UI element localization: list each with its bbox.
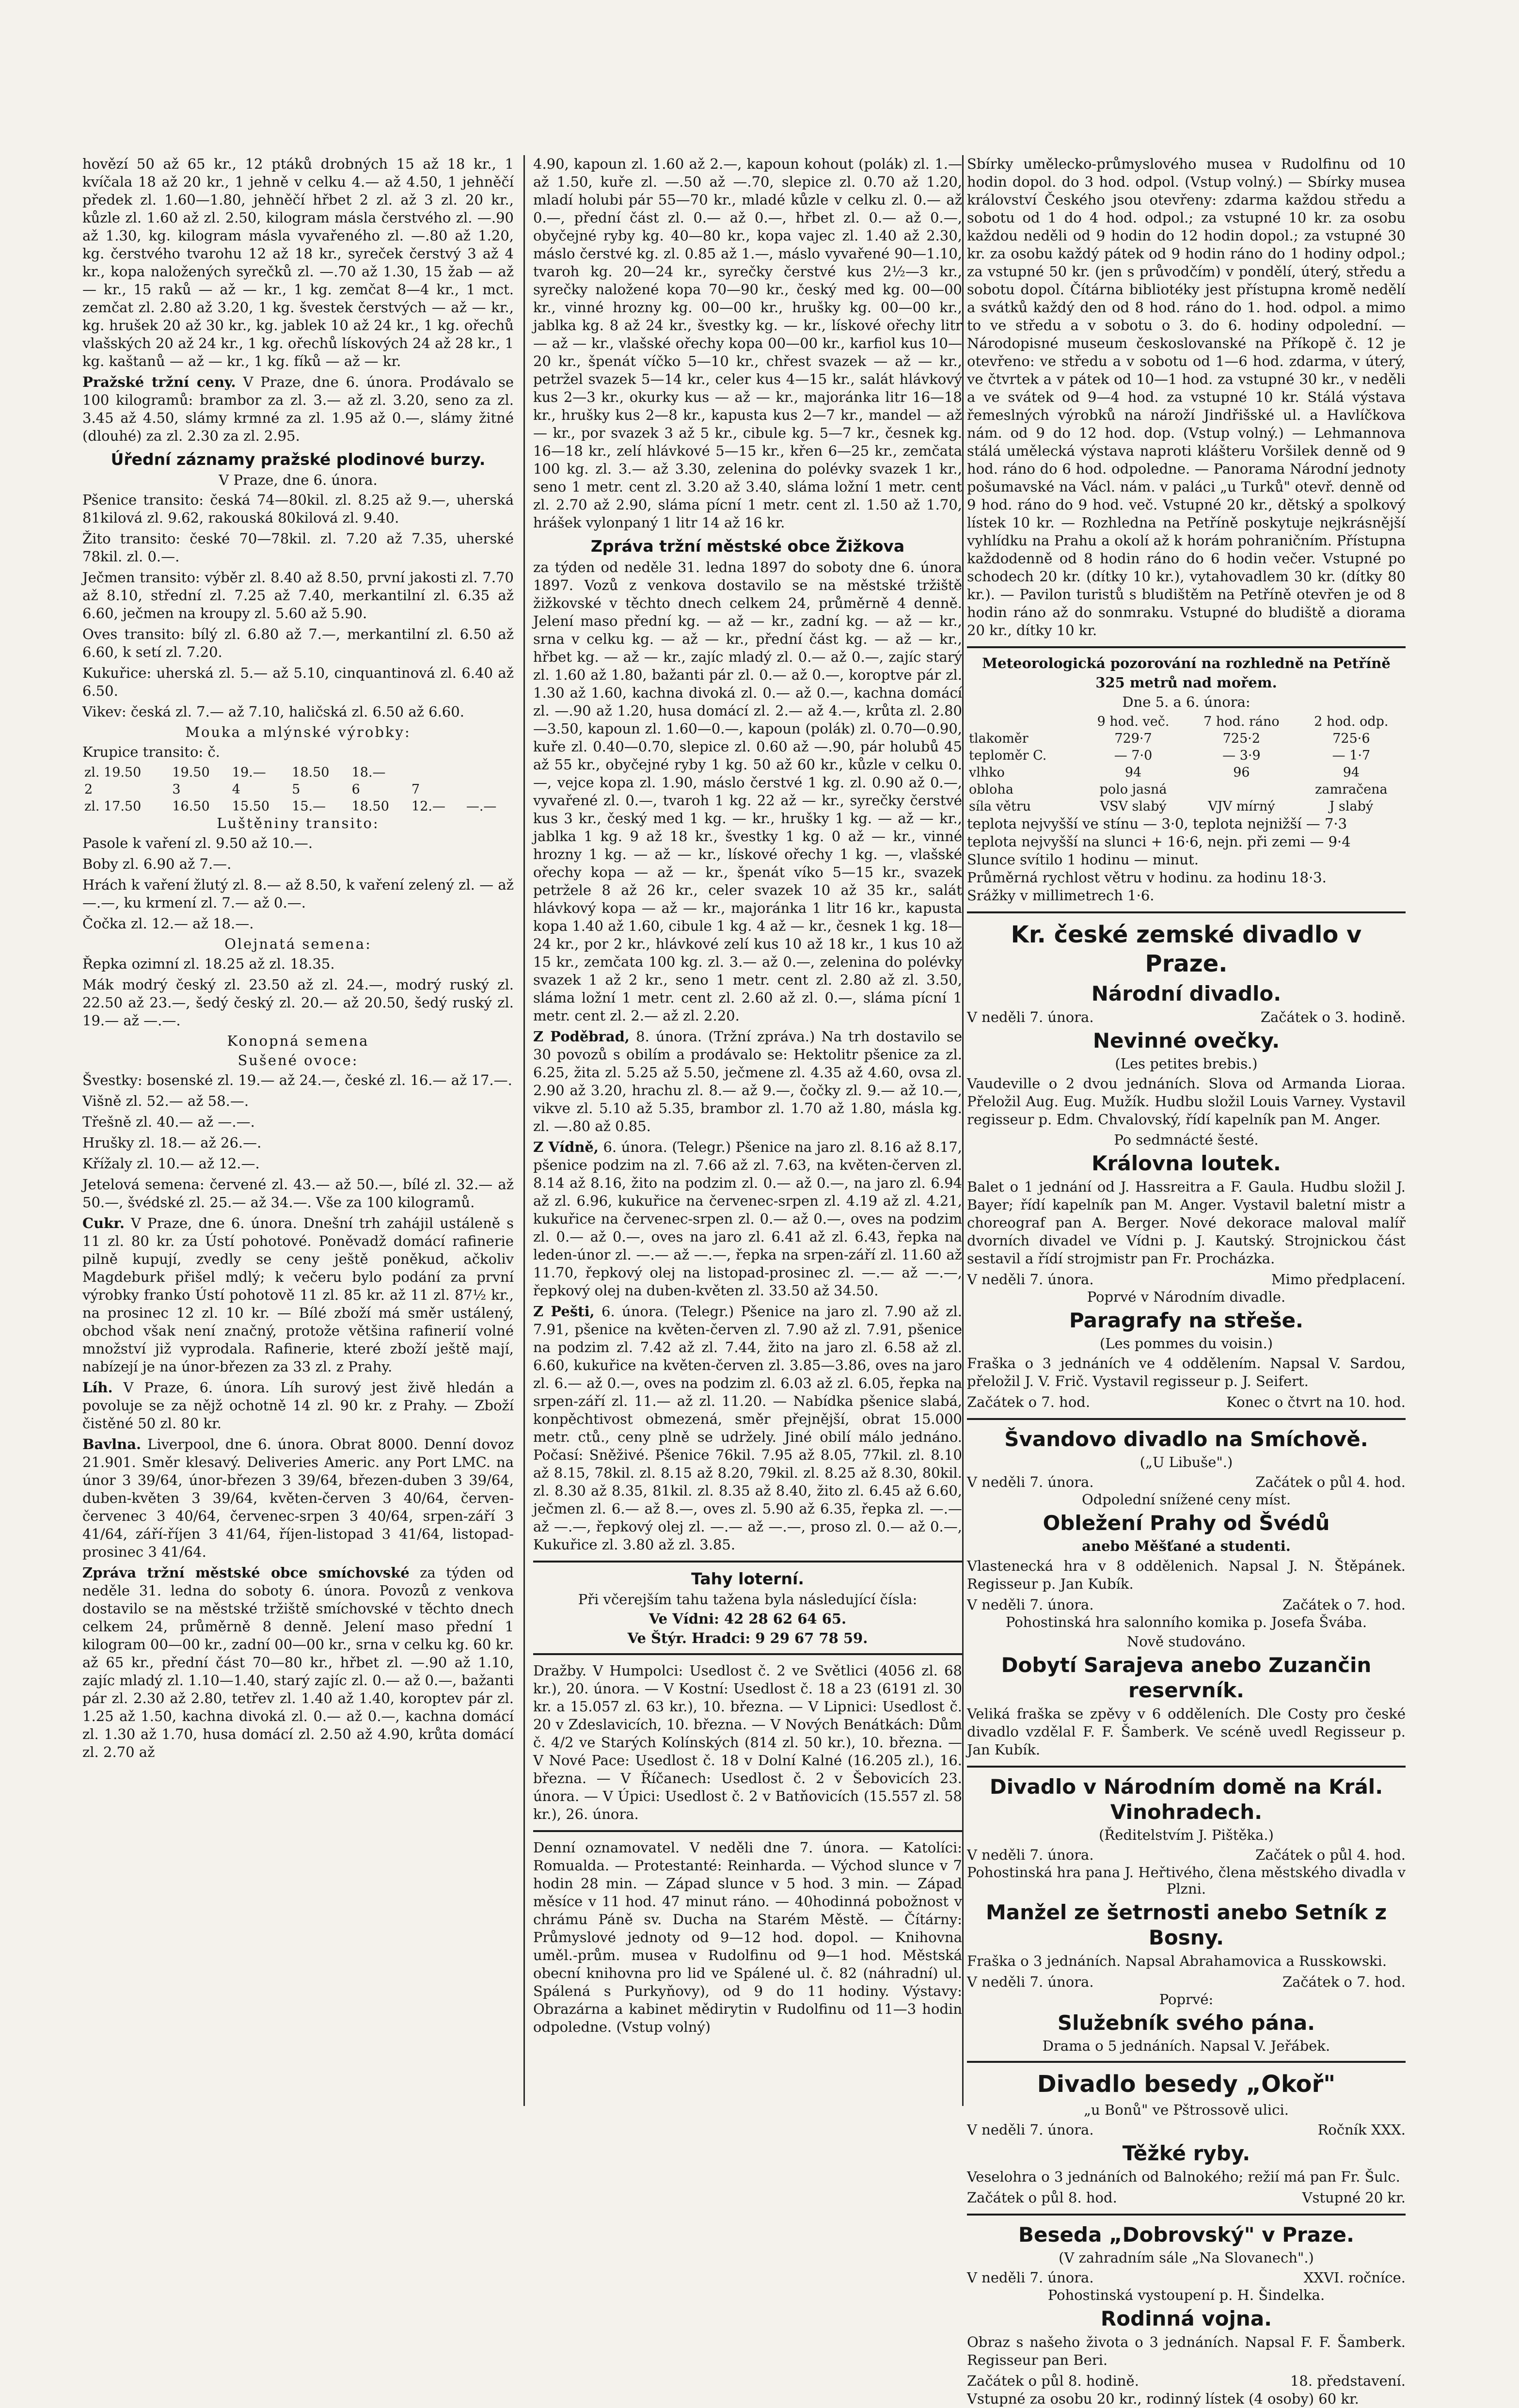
paragraph: 6. února. (Telegr.) Pšenice na jaro zl. 7.90 až zl. 7.91, pšenice na květen-červen zl. 7.90 až zl. 7.91, pšenice na podzim zl. 7.42 až zl. 7.44, žito na jaro zl. 6.58 až zl. 6.60, kukuřice na květen-červen zl. 3.85—3.86, oves na jaro zl. 6.— až 0.—, oves na podzim zl. 6.03 až zl. 6.05, řepka na srpen-září zl. 11.— až zl. 11.20. — Nabídka pšenice slabá, konpěchtivost obmezená, směr přejnější, obrat 15.000 metr. ctů., ceny plně se udržely. Jiné obilí málo jednáno. Počasí: Sněživé. Pšenice 76kil. 7.95 až 8.05, 77kil. zl. 8.10 až 8.15, 78kil. zl. 8.15 až 8.20, 79kil. zl. 8.25 až 8.30, 80kil. zl. 8.30 až 8.35, 81kil. zl. 8.35 až 8.40, žito zl. 6.45 až 6.60, ječmen zl. 6.— až 8.—, oves zl. 5.90 až 6.35, řepka zl. —.— až —.—, řepkový olej zl. —.— až —.—, proso zl. 0.— až 0.—, Kukuřice zl. 3.80 až zl. 3.85. [533,1303,962,1553]
table-cell: J slabý [1329,799,1374,814]
paragraph: Křížaly zl. 10.— až 12.—. [82,1155,260,1172]
market-prices-text: hovězí 50 až 65 kr., 12 ptáků drobných 15 až 18 kr., 1 kvíčala 18 až 20 kr., 1 jehně v celku 4.— až 4.50, 1 jehněčí předek zl. 1.60—1.80, jehněčí hřbet 2 zl. až 3 zl. 20 kr., kůzle zl. 1.60 až zl. 2.50, kilogram másla čerstvého zl. —.90 až 1.30, kg. kilogram másla vyvařeného zl. —.80 až 1.20, kg. čerstvého tvarohu 12 až 18 kr., syreček čerstvý 3 až 4 kr., kopa naložených syrečků zl. —.70 až 1.30, 15 žab — až — kr., 15 raků — až — kr., 1 kg. zemčat 8—4 kr., 1 mct. zemčat zl. 2.80 až 3.20, 1 kg. švestek čerstvých — až — kr., kg. hrušek 20 až 30 kr., kg. jablek 10 až 24 kr., 1 kg. ořechů vlašských 20 až 24 kr., 1 kg. ořechů lískových 24 až 28 kr., 1 kg. kaštanů — až — kr., 1 kg. fíků — až — kr. [82,156,514,369]
table-cell: VSV slabý [1100,799,1167,814]
paragraph: V Praze, dne 6. února. Prodávalo se 100 kilogramů: brambor za zl. 3.— až zl. 3.20, seno za zl. 3.45 až 4.50, slámy krmné za zl. 1.95 až 0.—, slámy žitné (dlouhé) za zl. 2.30 za zl. 2.95. [82,374,514,444]
spirit-report [82,1379,514,1433]
table-cell: 5 [292,782,301,797]
date-row [967,1596,1406,1614]
meteo-table [967,713,1406,815]
column-3 [967,155,1406,2407]
vienna-report [533,1138,962,1300]
paragraph: 6. února. (Telegr.) Pšenice na jaro zl. 8.16 až 8.17, pšenice podzim na zl. 7.66 až zl. 7.63, na květen-červen zl. 8.14 až 8.16, žito na podzim zl. 0.— až 0.—, na jaro zl. 6.94 až zl. 6.96, kukuřice na červenec-srpen zl. 4.19 až zl. 4.21, kukuřice na červenec-srpen zl. 0.— až 0.—, oves na podzim zl. 0.— až 0.—, oves na jaro zl. 6.41 až zl. 6.43, řepka na leden-únor zl. —.— až —.—, řepka na srpen-září zl. 11.60 až 11.70, řepkový olej na listopad-prosinec zl. —.— až —.—, řepkový olej na duben-květen zl. 33.50 až 34.50. [533,1139,963,1299]
divider [533,1830,962,1832]
theatre-subtitle: „u Bonů" ve Pštrossově ulici. [1084,2102,1289,2118]
section-heading: Tahy loterní. [691,1569,804,1588]
table-header: 2 hod. odp. [1314,714,1389,729]
heading: Pražské tržní ceny. [82,374,236,390]
date: V neděli 7. února. [967,1847,1094,1863]
paragraph: za týden od neděle 31. ledna do soboty 6. února. Povozů z venkova dostavilo se na městské tržiště smíchovské v těchto dnech celkem 24, průměrně 8 denně. Jelení maso přední 1 kilogram 00—00 kr., zadní 00—00 kr., srna v celku kg. 60 kr. až 65 kr., přední část 70—80 kr., hřbet zl. —.90 až 1.10, zajíc mladý zl. 1.10—1.40, starý zajíc zl. 0.— až 0.—, bažanti pár zl. 2.30 až 2.80, tetřev zl. 1.40 až 1.40, koroptev pár zl. 1.25 až 1.50, kachna divoká zl. 0.— až 0.—, kachna domácí zl. 1.30 až 1.70, husa domácí zl. 2.50 až 4.90, krůta domácí zl. 2.70 až [82,1564,514,1760]
table-cell: 94 [1343,765,1360,780]
play-title: Rodinná vojna. [1100,2307,1272,2330]
pest-report [533,1303,962,1554]
cotton-report [82,1435,514,1561]
price: Vstupné 20 kr. [1302,2189,1406,2206]
play-description: Vaudeville o 2 dvou jednáních. Slova od Armanda Lioraa. Přeložil Aug. Eug. Mužík. Hudbu složil Louis Varney. Vystavil regisseur p. Edm. Chvalovský, řídí kapelník pan M. Anger. [967,1075,1406,1128]
date-row [967,1008,1406,1026]
play-subtitle: anebo Měšťané a studenti. [1082,1538,1291,1554]
start-time: Začátek o 7. hod. [967,1394,1091,1410]
paragraph: Kukuřice: uherská zl. 5.— až 5.10, cinquantinová zl. 6.40 až 6.50. [82,665,514,699]
note: Pohostinská vystoupení p. H. Šindelka. [1047,2287,1325,2303]
table-cell: 7 [411,782,420,797]
play-description: Fraška o 3 jednáních ve 4 oddělením. Napsal V. Sardou, přeložil J. V. Frič. Vystavil regisseur p. J. Seifert. [967,1355,1406,1389]
section-subheading: V Praze, dne 6. února. [219,472,378,488]
table-cell: teploměr C. [969,748,1047,763]
section-heading: Úřední záznamy pražské plodinové burzy. [111,450,486,469]
table-cell: 4 [232,782,240,797]
theatre-subtitle: (Ředitelstvím J. Pištěka.) [1099,1827,1274,1843]
table-cell: 725·2 [1222,731,1261,746]
play-description: Veselohra o 3 jednáních od Balnokého; režií má pan Fr. Šulc. [967,2169,1400,2185]
lottery-line: Ve Štýr. Hradci: 9 29 67 78 59. [627,1630,868,1646]
national-theatre-title: Národní divadlo. [1091,982,1282,1005]
section-subheading: Sušené ovoce: [237,1052,359,1068]
start-time: Začátek o 7. hod. [1282,1974,1406,1990]
start-time: Začátek o půl 4. hod. [1255,1847,1406,1863]
date-row [967,1271,1406,1289]
heading: Z Poděbrad, [533,1028,630,1045]
meteo-note: Srážky v millimetrech 1·6. [967,887,1155,904]
date: V neděli 7. února. [967,1009,1094,1025]
table-cell: — 1·7 [1332,748,1371,763]
column-rule [962,155,964,2106]
meteo-note: Slunce svítilo 1 hodinu — minut. [967,851,1199,868]
play-description: Veliká fraška se zpěvy v 6 odděleních. Dle Costy pro české divadlo vzdělal F. F. Šamberk. Ve scéně uvedl Regisseur p. Jan Kubík. [967,1706,1406,1758]
play-description: Vlastenecká hra v 8 oddělenich. Napsal J. N. Štěpánek. Regisseur p. Jan Kubík. [967,1558,1406,1592]
paragraph: V Praze, dne 6. února. Dnešní trh zahájil ustáleně s 11 zl. 80 kr. za Ústí pohotové. Poněvadž domácí rafinerie pilně kupují, zvedly se ceny ještě poněkud, ačkoliv Magdeburk přišel mdlý; k večeru bylo podání za první výrobky franko Ústí pohotově 11 zl. 85 kr. až 11 zl. 87½ kr., na prosinec 12 zl. 10 kr. — Bílé zboží má směr ustálený, obchod však není značný, protože většina rafinerií volné množství již vyprodala. Rafinerie, které zboží ještě mají, nabízejí je na únor-březen za 33 zl. z Prahy. [82,1215,514,1375]
paragraph: Oves transito: bílý zl. 6.80 až 7.—, merkantilní zl. 6.50 až 6.60, k setí zl. 7.20. [82,626,514,660]
play-title: Dobytí Sarajeva anebo Zuzančin reservník. [1001,1653,1372,1702]
table-cell: 3 [172,782,181,797]
table-row [967,747,1406,764]
date: V neděli 7. února. [967,2121,1094,2138]
play-title: Manžel ze šetrnosti anebo Setník z Bosny. [985,1900,1387,1949]
divider [533,1561,962,1563]
table-cell: 16.50 [172,799,210,814]
table-header: 9 hod. več. [1097,714,1170,729]
paragraph: Sbírky umělecko-průmyslového musea v Rudolfinu od 10 hodin dopol. do 3 hod. odpol. (Vstup volný.) — Sbírky musea království Českého jsou otevřeny: zdarma každou středu a sobotu od 1 do 4 hod. odpol.; za vstupné 10 kr. za osobu každou neděli od 9 hodin do 12 hodin dopol.; za vstupné 30 kr. za osobu každý pátek od 9 hodin ráno do 1 hodiny odpol.; za vstupné 50 kr. (jen s průvodčím) v pondělí, úterý, středu a sobotu dopol. Čítárna bibliotéky jest přístupna kromě nedělí a svátků každý den od 8 hod. ráno do 1. hod. odpol. a mimo to ve středu a v sobotu o 3. do 6. hodiny odpolední. — Národopisné museum českoslovanské na Příkopě č. 12 je otevřeno: ve středu a v sobotu od 1—6 hod. zdarma, v úterý, ve čtvrtek a v pátek od 10—1 hod. za vstupné 30 kr., v neděli a ve svátek od 9—4 hod. za vstupné 10 kr. Stálá výstava řemeslných výrobků na nároží Jindřišské ul. a Havlíčkova nám. od 9 do 12 hod. dop. (Vstup volný.) — Lehmannova stálá umělecká výstava naproti klášteru Voršilek denně od 9 hod. ráno do 6 hod. odpoledne. — Panorama Národní jednoty pošumavské na Václ. nám. v paláci „u Turků" otevř. denně od 9 hod. ráno do 9 hod. več. Vstupné 20 kr., dětský a spolkový lístek 10 kr. — Rozhledna na Petříně poskytuje nejkrásnější vyhlídku na Prahu a okolí až k horám pohraničním. Přístupna každodenně od 8 hodin ráno do 6 hodin večer. Vstupné po schodech 20 kr. (dítky 10 kr.), vytahovadlem 30 kr. (dítky 80 kr.). — Pavilon turistů s bludištěm na Petříně otevřen je od 8 hodin ráno až do sonmraku. Vstupné do bludiště a diorama 20 kr., dítky 10 kr. [967,156,1406,638]
date: V neděli 7. února. [967,2269,1094,2286]
volume: Ročník XXX. [1317,2121,1406,2138]
table-cell: tlakoměr [969,731,1028,746]
divider [533,1653,962,1655]
paragraph: 4.90, kapoun zl. 1.60 až 2.—, kapoun kohout (polák) zl. 1.— až 1.50, kuře zl. —.50 až —.70, slepice zl. 0.70 až 1.20, mladí holubi pár 55—70 kr., mladé kůzle v celku zl. 0.— až 0.—, přední část zl. 0.— až 0.—, hřbet zl. 0.— až 0.—, obyčejné ryby kg. 40—80 kr., kopa vajec zl. 1.40 až 2.30, máslo čerstvé kg. zl. 0.85 až 1.—, máslo vyvařené 90—1.10, tvaroh kg. 20—24 kr., syrečky čerstvé kus 2½—3 kr., syrečky naložené kopa 70—90 kr., český med kg. 00—00 kr., vinné hrozny kg. 00—00 kr., hrušky kg. 00—00 kr., jablka kg. 8 až 24 kr., švestky kg. — kr., lískové ořechy litr — až — kr., vlašské ořechy kopa 00—00 kr., karfiol kus 10—20 kr., špenát víčko 5—10 kr., chřest svazek — až — kr., petržel svazek 5—14 kr., celer kus 4—15 kr., salát hlávkový kus 2—3 kr., okurky kus — až — kr., majoránka litr 16—18 kr., hrušky kus 2—8 kr., kapusta kus 2—7 kr., mandel — až — kr., por svazek 3 až 5 kr., cibule kg. 5—7 kr., česnek kg. 16—18 kr., zelí hlávkové 5—15 kr., křen 6—25 kr., zemčata 100 kg. zl. 3.— až 3.30, zelenina do polévky svazek 1 kr., seno 1 metr. cent zl. 3.20 až 3.40, sláma ložní 1 metr. cent zl. 2.70 až 2.90, sláma pícní 1 metr. cent zl. 1.50 až 1.70, hrášek vylonpaný 1 litr 14 až 16 kr. [533,156,962,531]
date: V neděli 7. února. [967,1974,1094,1990]
play-description: Drama o 5 jednáních. Napsal V. Jeřábek. [1042,2038,1330,2054]
paragraph: Višně zl. 52.— až 58.—. [82,1093,249,1109]
table-cell: — 7·0 [1114,748,1153,763]
table-cell: 18.50 [351,799,389,814]
note: Mimo předplacení. [1271,1271,1406,1288]
table-cell: 18.50 [292,765,330,780]
meteo-note: teplota nejvyšší ve stínu — 3·0, teplota nejnižší — 7·3 [967,815,1347,832]
section-subheading: Při včerejším tahu tažena byla následující čísla: [578,1591,918,1608]
note: Nově studováno. [1126,1633,1246,1650]
section-subheading: Luštěniny transito: [217,815,380,831]
end-time: Konec o čtvrt na 10. hod. [1226,1394,1406,1410]
heading: Zpráva tržní městské obce smíchovské [82,1564,410,1581]
theatre-subtitle: („U Libuše".) [1139,1454,1233,1470]
table-cell: zamračena [1315,782,1388,797]
table-cell: 96 [1233,765,1250,780]
flour-price-table [82,764,514,815]
table-cell [1186,781,1297,798]
paragraph: za týden od neděle 31. ledna 1897 do soboty dne 6. února 1897. Vozů z venkova dostavilo se na městské tržiště žižkovské v těchto dnech celkem 24, průměrně 4 denně. Jelení maso přední kg. — až — kr., zadní kg. — až — kr., srna v celku kg. — až — kr., přední část kg. — až — kr., hřbet kg. — až — kr., zajíc mladý zl. 0.— až 0.—, zajíc starý zl. 1.60 až 1.80, bažanti pár zl. 0.— až 0.—, koroptve pár zl. 1.30 až 1.60, kachna divoká zl. 0.— až 0.—, kachna domácí zl. —.90 až 1.20, husa domácí zl. 2.— až 4.—, krůta zl. 2.80—3.50, kapoun zl. 1.60—0.—, kapoun (polák) zl. 0.70—0.90, kuře zl. 0.40—0.70, slepice zl. 0.60 až —.90, pár holubů 45 až 55 kr., obyčejné ryby 1 kg. 50 až 60 kr., kůzle v celku 0.—, vejce kopa zl. 1.90, máslo čerstvé 1 kg. zl. 0.90 až 0.—, vyvařené zl. 0.—, tvaroh 1 kg. 22 až — kr., syrečky čerstvé kus 3 kr., český med 1 kg. — kr., hrušky 1 kg. — až — kr., jablka 1 kg. 9 až 18 kr., švestky 1 kg. 0 až — kr., vinné hrozny 1 kg. — až — kr., lískové ořechy 1 kg. —, vlašské ořechy kopa — až — kr., špenát víko 5—15 kr., svazek petržele 8 až 26 kr., celer svazek 10 až 35 kr., salát hlávkový kopa — až — kr., majoránka 1 litr 16 kr., kapusta kopa 1.40 až 1.60, cibule 1 kg. 4 až — kr., česnek 1 kg. 18—24 kr., por 2 kr., hlávkové zelí kus 10 až 18 kr., 1 kus 10 až 15 kr., zemčata 100 kg. zl. 3.— až 0.—, zelenina do polévky svazek 1 až 2 kr., seno 1 metr. cent zl. 2.80 až zl. 3.50, sláma ložní 1 metr. cent zl. 2.60 až zl. 0.—, sláma pícní 1 metr. cent zl. 2.— až zl. 2.20. [533,559,962,1024]
column-2 [533,155,962,2106]
play-title: Těžké ryby. [1122,2141,1250,2165]
theatre-title: Divadlo besedy „Okoř" [1037,2071,1336,2098]
column-rule [523,155,525,2106]
volume: XXVI. ročníce. [1303,2269,1406,2286]
play-description: Fraška o 3 jednáních. Napsal Abrahamovica a Russkowski. [967,1953,1387,1969]
paragraph: Vikev: česká zl. 7.— až 7.10, haličská zl. 6.50 až 6.60. [82,703,464,720]
paragraph: Řepka ozimní zl. 18.25 až zl. 18.35. [82,956,335,972]
paragraph: Denní oznamovatel. V neděli dne 7. února. — Katolíci: Romualda. — Protestanté: Reinharda. — Východ slunce v 7 hodin 28 min. — Západ slunce v 5 hod. 3 min. — Západ měsíce v 11 hod. 47 minut ráno. — 40hodinná pobožnost v chrámu Páně sv. Ducha na Starém Městě. — Čítárny: Průmyslové jednoty od 9—12 hod. dopol. — Knihovna uměl.-prům. musea v Rudolfinu od 9—1 hod. Městská obecní knihovna pro lid ve Spálené ul. č. 82 (náhradní) ul. Spálená s Purkyňovy), od 9 do 11 hodiny. Výstavy: Obrazárna a kabinet mědirytin v Rudolfinu od 11—3 hodin odpoledne. (Vstup volný) [533,1839,962,2035]
table-cell: 94 [1124,765,1142,780]
table-row [967,798,1406,815]
time-row [967,2189,1406,2207]
prague-market-prices [82,373,514,445]
theatre-title: Švandovo divadlo na Smíchově. [1004,1427,1368,1451]
column-1 [82,155,514,2106]
section-subheading: Olejnatá semena: [224,936,372,952]
table-cell: vlhko [969,765,1005,780]
table-cell: 6 [351,782,360,797]
table-cell: VJV mírný [1208,799,1275,814]
table-cell: zl. 17.50 [84,799,142,814]
table-cell: 725·6 [1332,731,1370,746]
date-row [967,1473,1406,1491]
date-row [967,2121,1406,2139]
heading: Z Vídně, [533,1139,599,1155]
table-cell: 19.— [232,765,266,780]
note: Po sedmnácté šesté. [1114,1132,1259,1148]
meteo-note: teplota nejvyšší na slunci + 16·6, nejn. při zemi — 9·4 [967,833,1351,850]
paragraph: Dražby. V Humpolci: Usedlost č. 2 ve Světlici (4056 zl. 68 kr.), 20. února. — V Kostní: Usedlost č. 18 a 23 (6191 zl. 30 kr. a 15.057 zl. 63 kr.), 10. března. — V Lipnici: Usedlost č. 20 v Zdeslavicích, 10. března. — V Nových Benátkách: Dům č. 4/2 ve Starých Kolínských (814 zl. 50 kr.), 10. března. — V Nové Pace: Usedlost č. 18 v Dolní Kalné (16.205 zl.), 16. března. — V Říčanech: Usedlost č. 2 v Šebovicích 23. února. — V Úpici: Usedlost č. 2 v Batňovicích (15.557 zl. 58 kr.), 26. února. [533,1662,962,1822]
start-time: Začátek o půl 8. hod. [967,2189,1117,2206]
price: Vstupné za osobu 20 kr., rodinný lístek (4 osoby) 60 kr. [967,2391,1359,2407]
paragraph: Hrušky zl. 18.— až 26.—. [82,1134,262,1151]
section-heading: Zpráva tržní městské obce Žižkova [590,537,905,556]
heading: Bavlna. [82,1436,142,1452]
date-row [967,1973,1406,1991]
play-description: Balet o 1 jednání od J. Hassreitra a F. Gaula. Hudbu složil J. Bayer; řídí kapelník pan M. Anger. Vystavil baletní mistr a choreograf pan A. Berger. Nové dekorace maloval malíř dvorních divadel ve Vídni p. J. Kautský. Strojnickou část sestavil a řídí strojmistr pan Fr. Procházka. [967,1179,1406,1267]
date: V neděli 7. února. [967,1596,1094,1613]
paragraph: Žito transito: české 70—78kil. zl. 7.20 až 7.35, uherské 78kil. zl. 0.—. [82,530,514,565]
table-row [967,764,1406,781]
meteo-subtitle: 325 metrů nad mořem. [1095,674,1277,691]
table-row [967,781,1406,798]
paragraph: Čočka zl. 12.— až 18.—. [82,915,254,932]
table-cell: 12.— [411,799,445,814]
divider [967,1418,1406,1420]
paragraph: Mák modrý český zl. 23.50 až zl. 24.—, modrý ruský zl. 22.50 až 23.—, šedý český zl. 20.— až 20.50, šedý ruský zl. 19.— až —.—. [82,976,514,1029]
table-cell: síla větru [969,799,1031,814]
divider [967,646,1406,648]
performance-number: 18. představení. [1290,2373,1406,2389]
table-cell: — 3·9 [1222,748,1261,763]
play-title: Královna loutek. [1092,1151,1281,1175]
heading: Cukr. [82,1215,125,1231]
smichov-market-report [82,1564,514,1761]
divider [967,911,1406,913]
paragraph: Pšenice transito: česká 74—80kil. zl. 8.25 až 9.—, uherská 81kilová zl. 9.62, rakouská 80kilová zl. 9.40. [82,492,514,526]
note: Poprvé v Národním divadle. [1087,1289,1286,1305]
table-cell: zl. 19.50 [84,765,142,780]
paragraph: Švestky: bosenské zl. 19.— až 24.—, české zl. 16.— až 17.—. [82,1072,512,1088]
podebrady-report [533,1028,962,1135]
paragraph: Krupice transito: č. [82,744,220,760]
table-header: 7 hod. ráno [1203,714,1280,729]
note: Pohostinská hra pana J. Heřtivého, člena městského divadla v Plzni. [967,1864,1406,1897]
sugar-report [82,1214,514,1376]
section-subheading: Konopná semena [227,1033,369,1049]
paragraph: Liverpool, dne 6. února. Obrat 8000. Denní dovoz 21.901. Směr klesavý. Deliveries Americ. any Port LMC. na únor 3 39/64, únor-březen 3 39/64, březen-duben 3 39/64, duben-květen 3 39/64, květen-červen 3 40/64, červen-červenec 3 40/64, červenec-srpen 3 40/64, srpen-září 3 41/64, září-říjen 3 41/64, říjen-listopad 3 41/64, listopad-prosinec 3 41/64. [82,1436,514,1560]
table-row [967,730,1406,747]
paragraph: Ječmen transito: výběr zl. 8.40 až 8.50, první jakosti zl. 7.70 až 8.10, střední zl. 7.25 až 7.40, merkantilní zl. 6.35 až 6.60, ječmen na kroupy zl. 5.60 až 5.90. [82,569,514,622]
time-row [967,2372,1406,2390]
divider [967,2061,1406,2063]
paragraph: Boby zl. 6.90 až 7.—. [82,856,232,872]
meteo-date: Dne 5. a 6. února: [1122,694,1250,710]
note: Pohostinská hra salonního komika p. Josefa Švába. [1005,1614,1367,1630]
heading: Líh. [82,1379,113,1396]
theatre-subtitle: (V zahradním sále „Na Slovanech".) [1059,2249,1314,2266]
table-cell: 15.— [292,799,326,814]
paragraph: Třešně zl. 40.— až —.—. [82,1114,255,1130]
table-cell: obloha [969,782,1013,797]
play-subtitle: (Les petites brebis.) [1115,1055,1258,1072]
play-title: Služebník svého pána. [1057,2011,1315,2035]
divider [967,1766,1406,1768]
note: Poprvé: [1159,1991,1214,2008]
paragraph: V Praze, 6. února. Líh surový jest živě hledán a povoluje se za nějž ochotně 14 zl. 90 kr. z Prahy. — Zboží čistěné 50 zl. 80 kr. [82,1379,514,1432]
play-title: Paragrafy na střeše. [1069,1308,1304,1332]
paragraph: Jetelová semena: červené zl. 43.— až 50.—, bílé zl. 32.— až 50.—, švédské zl. 25.— až 34.—. Vše za 100 kilogramů. [82,1176,514,1211]
table-cell: 18.— [351,765,386,780]
play-title: Nevinné ovečky. [1092,1029,1280,1053]
date-row [967,1846,1406,1864]
paragraph: 8. února. (Tržní zpráva.) Na trh dostavilo se 30 povozů s obilím a prodávalo se: Hektolitr pšenice za zl. 6.25, žita zl. 5.25 až 5.50, ječmene zl. 4.35 až 4.60, ovsa zl. 2.90 až 3.20, hrachu zl. 8.— až 9.—, čočky zl. 9.— až 10.—, vikve zl. 5.10 až 5.35, brambor zl. 1.70 až 1.80, másla kg. zl. —.80 až 0.85. [533,1028,962,1134]
table-cell: 2 [84,782,93,797]
table-cell: 19.50 [172,765,210,780]
section-subheading: Mouka a mlýnské výrobky: [185,724,411,740]
time-row [967,1393,1406,1411]
heading: Z Pešti, [533,1303,595,1320]
table-cell: 729·7 [1114,731,1152,746]
start-time: Začátek o 7. hod. [1282,1596,1406,1613]
start-time: Začátek o půl 8. hodině. [967,2373,1139,2389]
play-description: Obraz s našeho života o 3 jednáních. Napsal F. F. Šamberk. Regisseur pan Beri. [967,2334,1406,2368]
divider [967,2214,1406,2216]
theatre-section-title: Kr. české zemské divadlo v Praze. [1011,921,1362,977]
meteo-title: Meteorologická pozorování na rozhledně na Petříně [982,655,1391,671]
start-time: Začátek o půl 4. hod. [1255,1474,1406,1490]
lottery-line: Ve Vídni: 42 28 62 64 65. [649,1611,847,1627]
date-row [967,2269,1406,2287]
table-cell: —.— [466,799,497,814]
paragraph: Pasole k vaření zl. 9.50 až 10.—. [82,835,313,851]
paragraph: Hrách k vaření žlutý zl. 8.— až 8.50, k vaření zelený zl. — až —.—, ku krmení zl. 7.— až 0.—. [82,877,514,911]
play-title: Obležení Prahy od Švédů [1043,1511,1330,1535]
start-time: Začátek o 3. hodině. [1260,1009,1406,1025]
play-subtitle: (Les pommes du voisin.) [1099,1335,1273,1352]
meteo-note: Průměrná rychlost větru v hodinu. za hodinu 18·3. [967,869,1327,886]
table-cell: 15.50 [232,799,270,814]
table-cell: polo jasná [1099,782,1167,797]
theatre-title: Beseda „Dobrovský" v Praze. [1018,2223,1354,2247]
note: Odpolední snížené ceny míst. [1081,1491,1291,1508]
date: V neděli 7. února. [967,1474,1094,1490]
date: V neděli 7. února. [967,1271,1094,1288]
theatre-title: Divadlo v Národním domě na Král. Vinohradech. [989,1775,1383,1824]
